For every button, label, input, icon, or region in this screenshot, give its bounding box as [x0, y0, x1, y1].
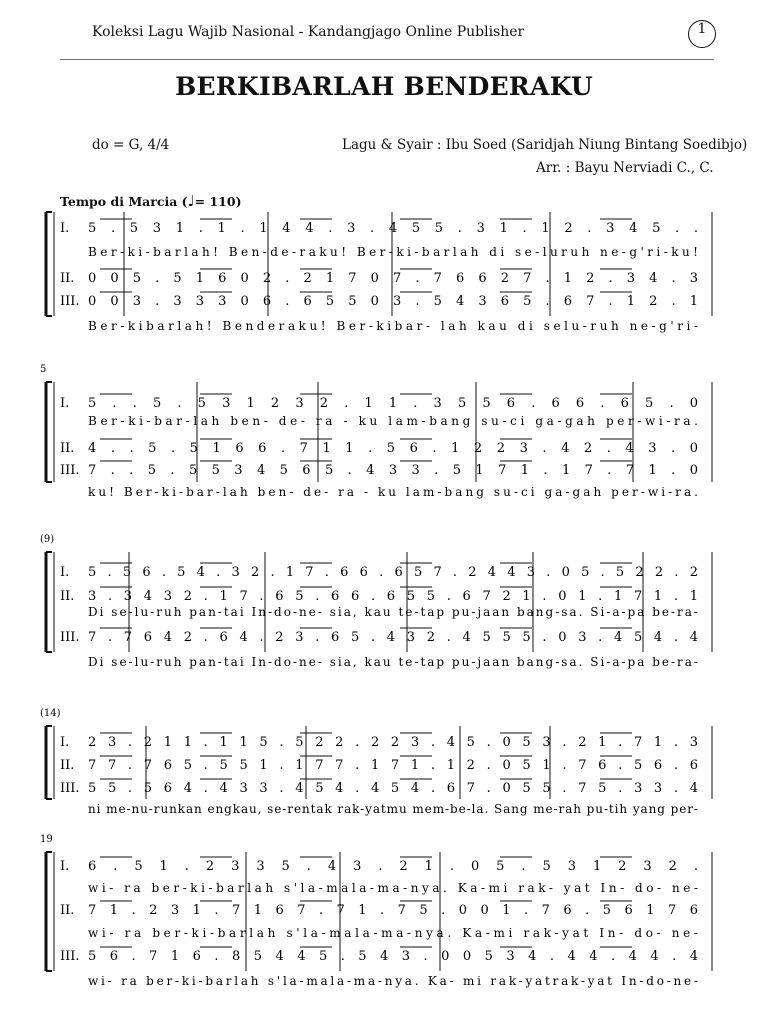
- voice-label: II.: [60, 589, 75, 604]
- voice-label: III.: [60, 781, 80, 796]
- note-row: 3 . 3 4 3 2 . 1 7 . 6 5 . 6 6 . 6 5 5 . 6 7 2 1 . 0 1 . 1 7 1 . 1: [88, 589, 698, 604]
- voice-label: III.: [60, 630, 80, 645]
- voice-label: I.: [60, 735, 70, 750]
- voice-label: III.: [60, 949, 80, 964]
- note-row: 0 0 5 . 5 1 6 0 2 . 2 1 7 0 7 . 7 6 6 2 7 . 1 2 . 3 4 . 3: [88, 271, 698, 286]
- quarter-note-icon: ♩: [187, 192, 195, 210]
- note-row: 5 . 5 6 . 5 4 . 3 2 . 1 7 . 6 6 . 6 5 7 . 2 4 4 3 . 0 5 . 5 2 2 . 2: [88, 565, 699, 580]
- note-row: 4 . . 5 . 5 1 6 6 . 7 1 1 . 5 6 . 1 2 2 3 . 4 2 . 4 3 . 0: [88, 441, 698, 456]
- lyric-line: wi- ra ber-ki-barlah s'la-mala-ma-nya. Ka-mi rak- yat In- do- ne-: [88, 881, 698, 895]
- note-row: 5 . 5 3 1 . 1 . 1 4 4 . 3 . 4 5 5 . 3 1 . 1 2 . 3 4 5 . .: [88, 221, 698, 236]
- note-row: 0 0 3 . 3 3 3 0 6 . 6 5 5 0 3 . 5 4 3 6 5 . 6 7 . 1 2 . 1: [88, 294, 698, 309]
- voice-label: II.: [60, 271, 75, 286]
- key-signature: do = G, 4/4: [92, 137, 170, 153]
- lyric-line: ni me-nu-runkan engkau, se-rentak rak-yatmu mem-be-la. Sang me-rah pu-tih yang per-: [88, 802, 698, 816]
- voice-label: III.: [60, 463, 80, 478]
- measure-number: 5: [40, 364, 47, 375]
- publisher-header: Koleksi Lagu Wajib Nasional - Kandangjago Online Publisher: [92, 24, 525, 40]
- voice-label: I.: [60, 396, 70, 411]
- measure-number: (14): [40, 708, 61, 719]
- lyric-line: ku! Ber-ki-bar-lah ben- de- ra - ku lam-bang su-ci ga-gah per-wi-ra.: [88, 485, 698, 499]
- note-row: 2 3 . 2 1 1 . 1 1 5 . 5 2 2 . 2 2 3 . 4 5 . 0 5 3 . 2 1 . 7 1 . 3: [88, 735, 698, 750]
- page-number-badge: 1: [688, 20, 716, 48]
- measure-number: (9): [40, 534, 55, 545]
- voice-label: I.: [60, 221, 70, 236]
- note-row: 7 . . 5 . 5 5 3 4 5 6 5 . 4 3 3 . 5 1 7 1 . 1 7 . 7 1 . 0: [88, 463, 699, 478]
- lyric-line: Ber-ki-bar-lah ben- de- ra - ku lam-bang su-ci ga-gah per-wi-ra.: [88, 414, 699, 428]
- measure-number: 19: [40, 834, 53, 845]
- lyric-line: Di se-lu-ruh pan-tai In-do-ne- sia, kau te-tap pu-jaan bang-sa. Si-a-pa be-ra-: [88, 605, 698, 619]
- note-row: 7 . 7 6 4 2 . 6 4 . 2 3 . 6 5 . 4 3 2 . 4 5 5 5 . 0 3 . 4 5 4 . 4: [88, 630, 698, 645]
- composer-credit: Lagu & Syair : Ibu Soed (Saridjah Niung Bintang Soedibjo): [342, 137, 748, 153]
- note-row: 5 6 . 7 1 6 . 8 5 4 4 5 . 5 4 3 . 0 0 5 3 4 . 4 4 . 4 4 . 4: [88, 949, 698, 964]
- arranger-credit: Arr. : Bayu Nerviadi C., C.: [536, 160, 714, 176]
- note-row: 7 1 . 2 3 1 . 7 1 6 7 . 7 1 . 7 5 . 0 0 1 . 7 6 . 5 6 1 7 6: [88, 903, 698, 918]
- voice-label: II.: [60, 903, 75, 918]
- voice-label: II.: [60, 441, 75, 456]
- note-row: 5 5 . 5 6 4 . 4 3 3 . 4 5 4 . 4 5 4 . 6 7 . 0 5 5 . 7 5 . 3 3 . 4: [88, 781, 698, 796]
- lyric-line: Ber-ki-barlah! Ben-de-raku! Ber-ki-barlah di se-luruh ne-g'ri-ku!: [88, 245, 698, 259]
- song-title: BERKIBARLAH BENDERAKU: [175, 72, 593, 101]
- voice-label: I.: [60, 859, 70, 874]
- tempo-label: Tempo di Marcia (: [60, 194, 188, 209]
- voice-label: I.: [60, 565, 70, 580]
- lyric-line: wi- ra ber-ki-barlah s'la-mala-ma-nya. Ka-mi rak-yat In- do- ne-: [88, 926, 698, 940]
- note-row: 5 . . 5 . 5 3 1 2 3 2 . 1 1 . 3 5 5 6 . 6 6 . 6 5 . 0: [88, 396, 698, 411]
- voice-label: II.: [60, 758, 75, 773]
- lyric-line: wi- ra ber-ki-barlah s'la-mala-ma-nya. Ka- mi rak-yatrak-yat In-do-ne-: [88, 974, 699, 988]
- note-row: 6 . 5 1 . 2 3 3 5 . 4 3 . 2 1 . 0 5 . 5 3 1 2 3 2 .: [88, 859, 698, 874]
- lyric-line: Di se-lu-ruh pan-tai In-do-ne- sia, kau te-tap pu-jaan bang-sa. Si-a-pa be-ra-: [88, 655, 698, 669]
- voice-label: III.: [60, 294, 80, 309]
- note-row: 7 7 . 7 6 5 . 5 5 1 . 1 7 7 . 1 7 1 . 1 2 . 0 5 1 . 7 6 . 5 6 . 6: [88, 758, 698, 773]
- tempo-value: = 110): [194, 194, 242, 209]
- lyric-line: Ber-kibarlah! Benderaku! Ber-kibar- lah kau di selu-ruh ne-g'ri-: [88, 319, 698, 333]
